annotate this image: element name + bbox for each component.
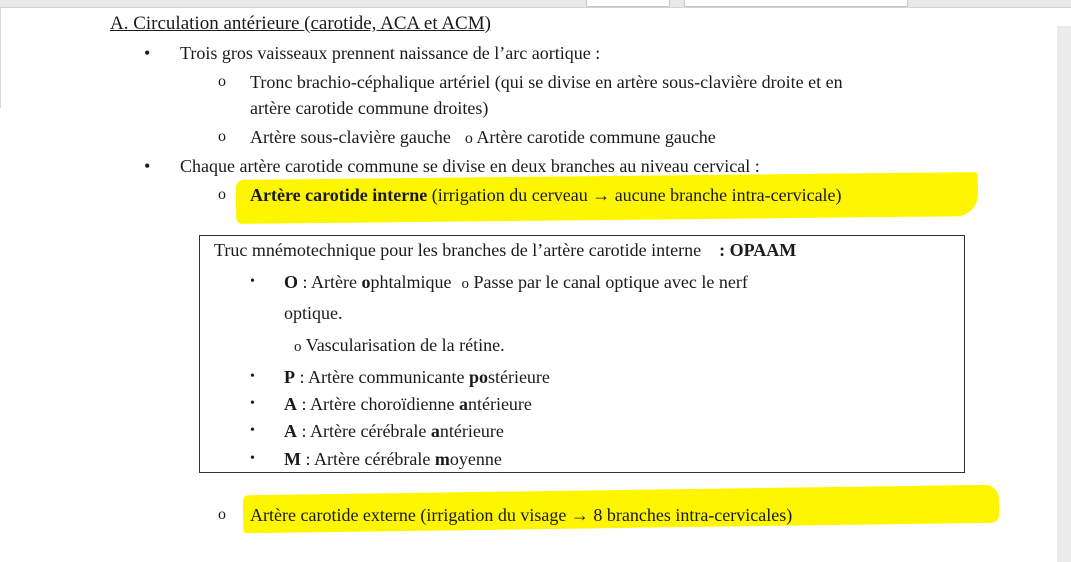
circle-bullet-icon: o [218, 506, 226, 523]
mnemonic-text: : Artère communicante [295, 367, 469, 387]
mnemonic-subtext: optique. [284, 303, 343, 323]
toolbar-field[interactable] [684, 0, 908, 7]
mnemonic-text: phtalmique [370, 272, 452, 292]
sub-item-line [250, 125, 716, 151]
sub-item-text: Artère carotide commune gauche [476, 127, 716, 147]
mnemonic-letter: P [284, 367, 295, 387]
circle-bullet-icon: o [461, 276, 469, 292]
bullet-icon: • [250, 369, 255, 384]
internal-carotid-desc: (irrigation du cerveau → aucune branche intra-cervicale) [427, 185, 842, 205]
mnemonic-subitem [294, 333, 505, 359]
internal-carotid-line [250, 183, 842, 207]
internal-carotid-label: Artère carotide interne [250, 185, 428, 205]
section-heading: A. Circulation antérieure (carotide, ACA et ACM) [110, 13, 491, 34]
sub-item-text: Tronc brachio-céphalique artériel (qui se divise en artère sous-clavière droite et en [250, 72, 843, 92]
mnemonic-letter: M [284, 449, 301, 469]
mnemonic-item [284, 270, 748, 296]
mnemonic-item [284, 447, 502, 471]
bullet-text: Chaque artère carotide commune se divise en deux branches au niveau cervical : [180, 156, 760, 176]
mnemonic-letter: A [284, 421, 297, 441]
mnemonic-key: po [468, 367, 488, 387]
toolbar-strip [0, 0, 1071, 8]
circle-bullet-icon: o [218, 186, 226, 203]
bullet-text: Trois gros vaisseaux prennent naissance de l’arc aortique : [180, 43, 601, 63]
mnemonic-text: : Artère cérébrale [301, 449, 435, 469]
toolbar-field[interactable] [586, 0, 670, 7]
mnemonic-text: ntérieure [439, 421, 504, 441]
mnemonic-text: oyenne [449, 449, 502, 469]
mnemonic-text: ntérieure [467, 394, 532, 414]
sub-item-text: artère carotide commune droites) [250, 98, 489, 118]
mnemonic-letter: A [284, 394, 297, 414]
mnemonic-key: o [361, 272, 371, 292]
circle-bullet-icon: o [218, 128, 226, 145]
external-carotid-text: Artère carotide externe (irrigation du visage → 8 branches intra-cervicales) [250, 505, 793, 525]
circle-bullet-icon: o [218, 73, 226, 90]
mnemonic-subtext: Vascularisation de la rétine. [305, 335, 505, 355]
mnemonic-text: : Artère choroïdienne [297, 394, 459, 414]
mnemonic-subtext: Passe par le canal optique avec le nerf [473, 272, 748, 292]
bullet-icon: • [250, 274, 255, 289]
bullet-icon: • [250, 423, 255, 438]
mnemonic-title: Truc mnémotechnique pour les branches de l’artère carotide interne [214, 240, 702, 260]
mnemonic-item [284, 365, 550, 389]
mnemonic-text: stérieure [487, 367, 550, 387]
bullet-icon: • [144, 156, 151, 176]
circle-bullet-icon: o [464, 130, 473, 147]
mnemonic-text: : Artère cérébrale [297, 421, 431, 441]
mnemonic-text: : Artère [298, 272, 362, 292]
scrollbar[interactable] [1057, 26, 1071, 562]
mnemonic-key: a [430, 421, 440, 441]
page-edge-line [0, 8, 1, 108]
circle-bullet-icon: o [294, 339, 302, 355]
mnemonic-item [284, 419, 504, 443]
mnemonic-title-line [214, 238, 796, 262]
mnemonic-key: m [434, 449, 450, 469]
bullet-icon: • [250, 451, 255, 466]
mnemonic-key: a [458, 394, 468, 414]
bullet-icon: • [250, 396, 255, 411]
mnemonic-letter: O [284, 272, 299, 292]
mnemonic-item [284, 392, 532, 416]
sub-item-text: Artère sous-clavière gauche [250, 127, 451, 147]
mnemonic-box [199, 235, 965, 473]
bullet-icon: • [144, 43, 151, 63]
mnemonic-acronym: : OPAAM [719, 240, 797, 260]
